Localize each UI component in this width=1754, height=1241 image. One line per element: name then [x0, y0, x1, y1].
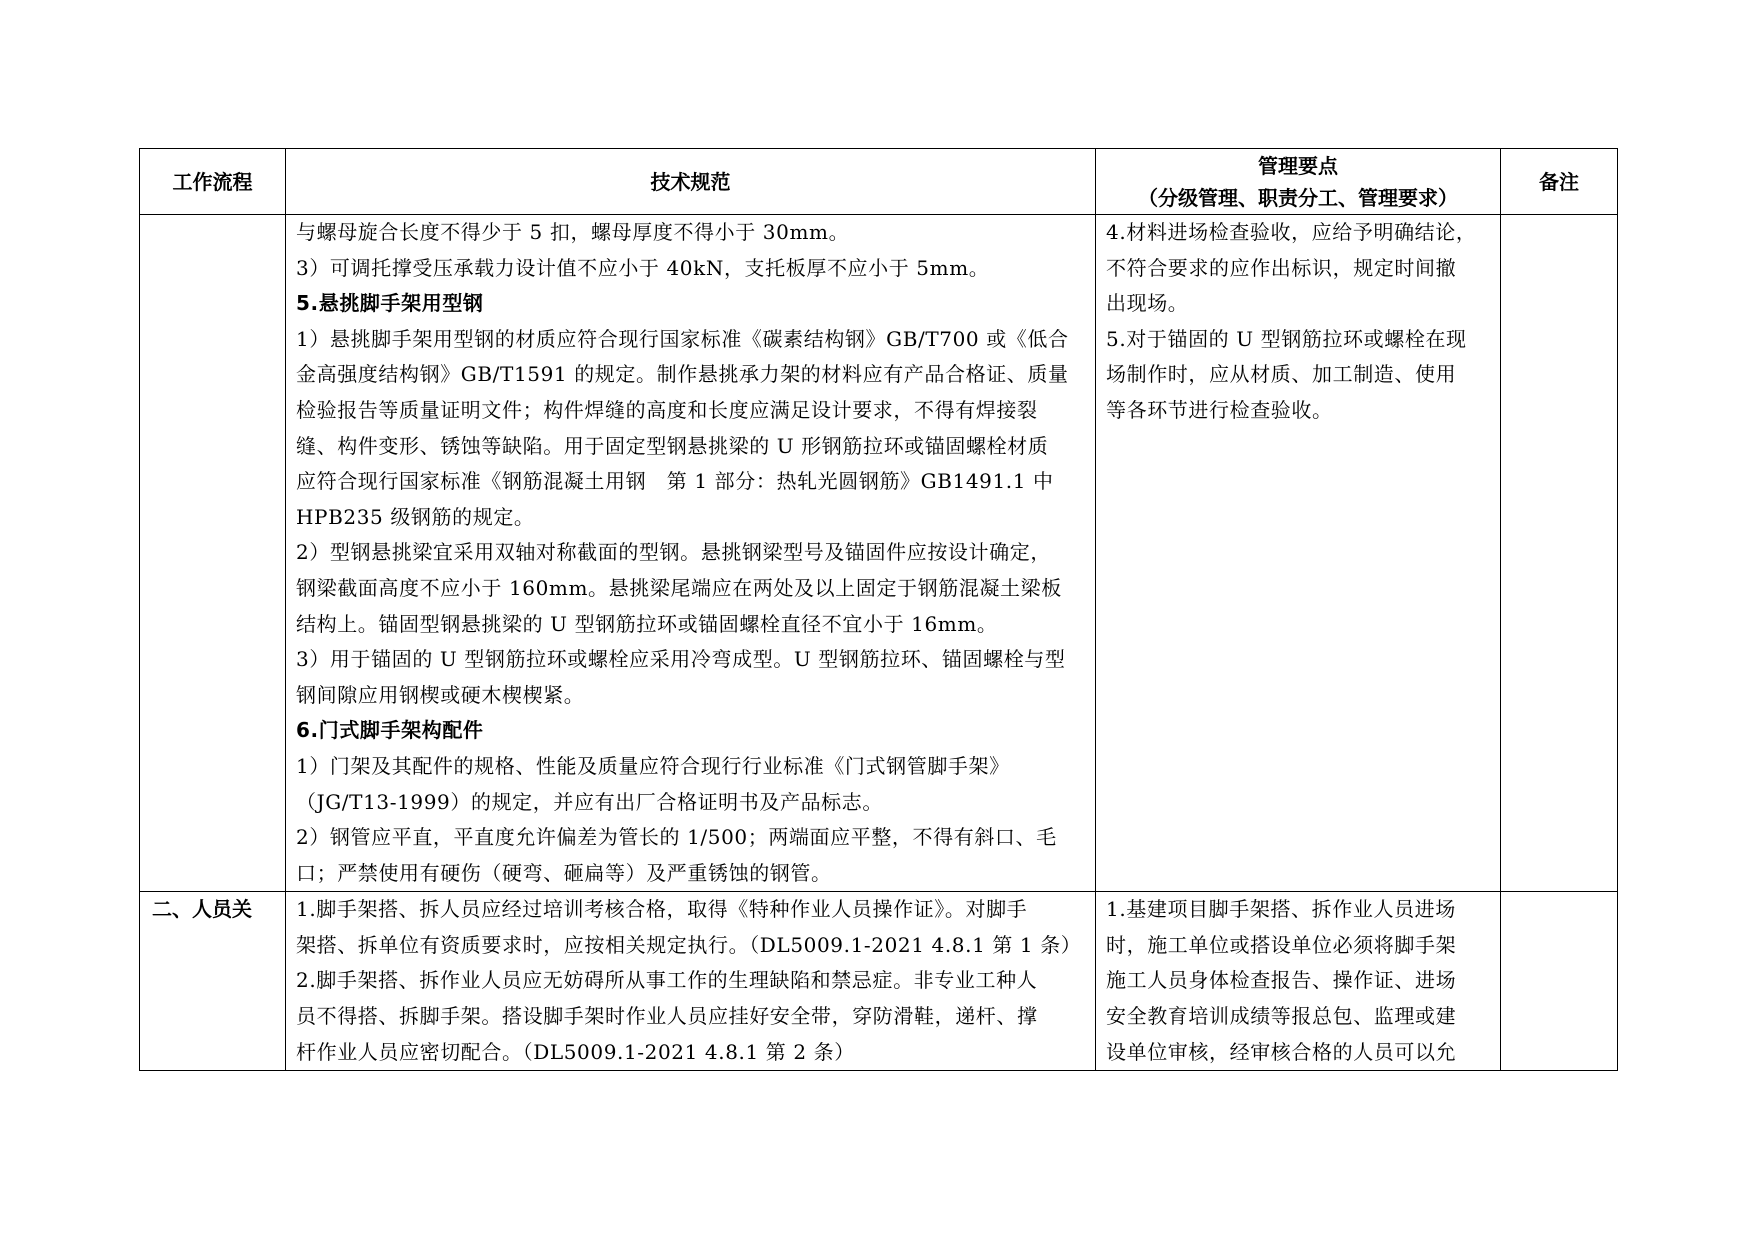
text-line: 员不得搭、拆脚手架。搭设脚手架时作业人员应挂好安全带，穿防滑鞋，递杆、撑	[296, 1004, 1038, 1029]
cell-flow-empty	[140, 215, 286, 892]
text-line: 1.脚手架搭、拆人员应经过培训考核合格，取得《特种作业人员操作证》。对脚手	[296, 897, 1028, 922]
text-line: 1）悬挑脚手架用型钢的材质应符合现行国家标准《碳素结构钢》GB/T700 或《低合	[296, 326, 1069, 351]
cell-note-empty	[1501, 215, 1618, 892]
cell-note-empty	[1501, 892, 1618, 1071]
tech-text-block	[286, 215, 1095, 891]
text-line: 4.材料进场检查验收，应给予明确结论，	[1106, 220, 1477, 244]
specification-table	[139, 148, 1618, 1071]
header-management-subtitle: （分级管理、职责分工、管理要求）	[1138, 185, 1458, 210]
header-technical-spec: 技术规范	[286, 149, 1096, 215]
text-line: 与螺母旋合长度不得少于 5 扣，螺母厚度不得小于 30mm。	[296, 220, 850, 244]
text-line: 检验报告等质量证明文件；构件焊缝的高度和长度应满足设计要求，不得有焊接裂	[296, 397, 1038, 422]
table-header-row	[140, 149, 1618, 215]
text-line: 结构上。锚固型钢悬挑梁的 U 型钢筋拉环或锚固螺栓直径不宜小于 16mm。	[296, 611, 998, 636]
cell-mgmt-materials	[1096, 215, 1501, 892]
cell-mgmt-personnel	[1096, 892, 1501, 1071]
header-management-points	[1096, 149, 1501, 215]
text-line: （JG/T13-1999）的规定，并应有出厂合格证明书及产品标志。	[296, 789, 883, 814]
mgmt-text-block	[1096, 215, 1500, 429]
text-line: 场制作时，应从材质、加工制造、使用	[1106, 362, 1457, 387]
text-line: 钢梁截面高度不应小于 160mm。悬挑梁尾端应在两处及以上固定于钢筋混凝土梁板	[296, 575, 1062, 600]
cell-flow-personnel	[140, 892, 286, 1071]
text-line: HPB235 级钢筋的规定。	[296, 504, 535, 529]
text-line: 杆作业人员应密切配合。（DL5009.1-2021 4.8.1 第 2 条）	[296, 1039, 855, 1064]
text-line: 2）型钢悬挑梁宜采用双轴对称截面的型钢。悬挑钢梁型号及锚固件应按设计确定，	[296, 540, 1051, 565]
text-line: 时，施工单位或搭设单位必须将脚手架	[1106, 932, 1457, 957]
text-line: 金高强度结构钢》GB/T1591 的规定。制作悬挑承力架的材料应有产品合格证、质量	[296, 362, 1069, 387]
text-line: 架搭、拆单位有资质要求时，应按相关规定执行。（DL5009.1-2021 4.8.1 第 1 条）	[296, 932, 1082, 957]
tech-text-block	[286, 892, 1095, 1070]
table-row-personnel	[140, 892, 1618, 1071]
text-line: 施工人员身体检查报告、操作证、进场	[1106, 968, 1457, 993]
text-line: 安全教育培训成绩等报总包、监理或建	[1106, 1004, 1457, 1029]
text-line: 口；严禁使用有硬伤（硬弯、砸扁等）及严重锈蚀的钢管。	[296, 860, 832, 885]
text-line: 出现场。	[1106, 291, 1189, 316]
cell-tech-personnel	[286, 892, 1096, 1071]
flow-label-personnel: 二、人员关	[152, 897, 252, 922]
text-line: 1）门架及其配件的规格、性能及质量应符合现行行业标准《门式钢管脚手架》	[296, 753, 1010, 778]
text-line: 2）钢管应平直，平直度允许偏差为管长的 1/500；两端面应平整，不得有斜口、毛	[296, 825, 1057, 850]
text-line: 钢间隙应用钢楔或硬木楔楔紧。	[296, 682, 585, 707]
section-heading: 6.门式脚手架构配件	[296, 718, 484, 743]
text-line: 2.脚手架搭、拆作业人员应无妨碍所从事工作的生理缺陷和禁忌症。非专业工种人	[296, 968, 1038, 993]
text-line: 应符合现行国家标准《钢筋混凝土用钢 第 1 部分：热轧光圆钢筋》GB1491.1 中	[296, 469, 1054, 494]
section-heading: 5.悬挑脚手架用型钢	[296, 291, 484, 316]
text-line: 缝、构件变形、锈蚀等缺陷。用于固定型钢悬挑梁的 U 形钢筋拉环或锚固螺栓材质	[296, 433, 1049, 458]
mgmt-text-block	[1096, 892, 1500, 1070]
header-work-flow: 工作流程	[140, 149, 286, 215]
header-management-title: 管理要点	[1258, 153, 1338, 178]
cell-tech-materials	[286, 215, 1096, 892]
text-line: 不符合要求的应作出标识，规定时间撤	[1106, 255, 1457, 280]
header-remarks: 备注	[1501, 149, 1618, 215]
text-line: 等各环节进行检查验收。	[1106, 397, 1333, 422]
text-line: 1.基建项目脚手架搭、拆作业人员进场	[1106, 897, 1456, 922]
text-line: 3）用于锚固的 U 型钢筋拉环或螺栓应采用冷弯成型。U 型钢筋拉环、锚固螺栓与型	[296, 647, 1066, 672]
text-line: 3）可调托撑受压承载力设计值不应小于 40kN，支托板厚不应小于 5mm。	[296, 255, 990, 280]
text-line: 5.对于锚固的 U 型钢筋拉环或螺栓在现	[1106, 326, 1467, 351]
table-row-materials-continued	[140, 215, 1618, 892]
text-line: 设单位审核，经审核合格的人员可以允	[1106, 1039, 1457, 1064]
